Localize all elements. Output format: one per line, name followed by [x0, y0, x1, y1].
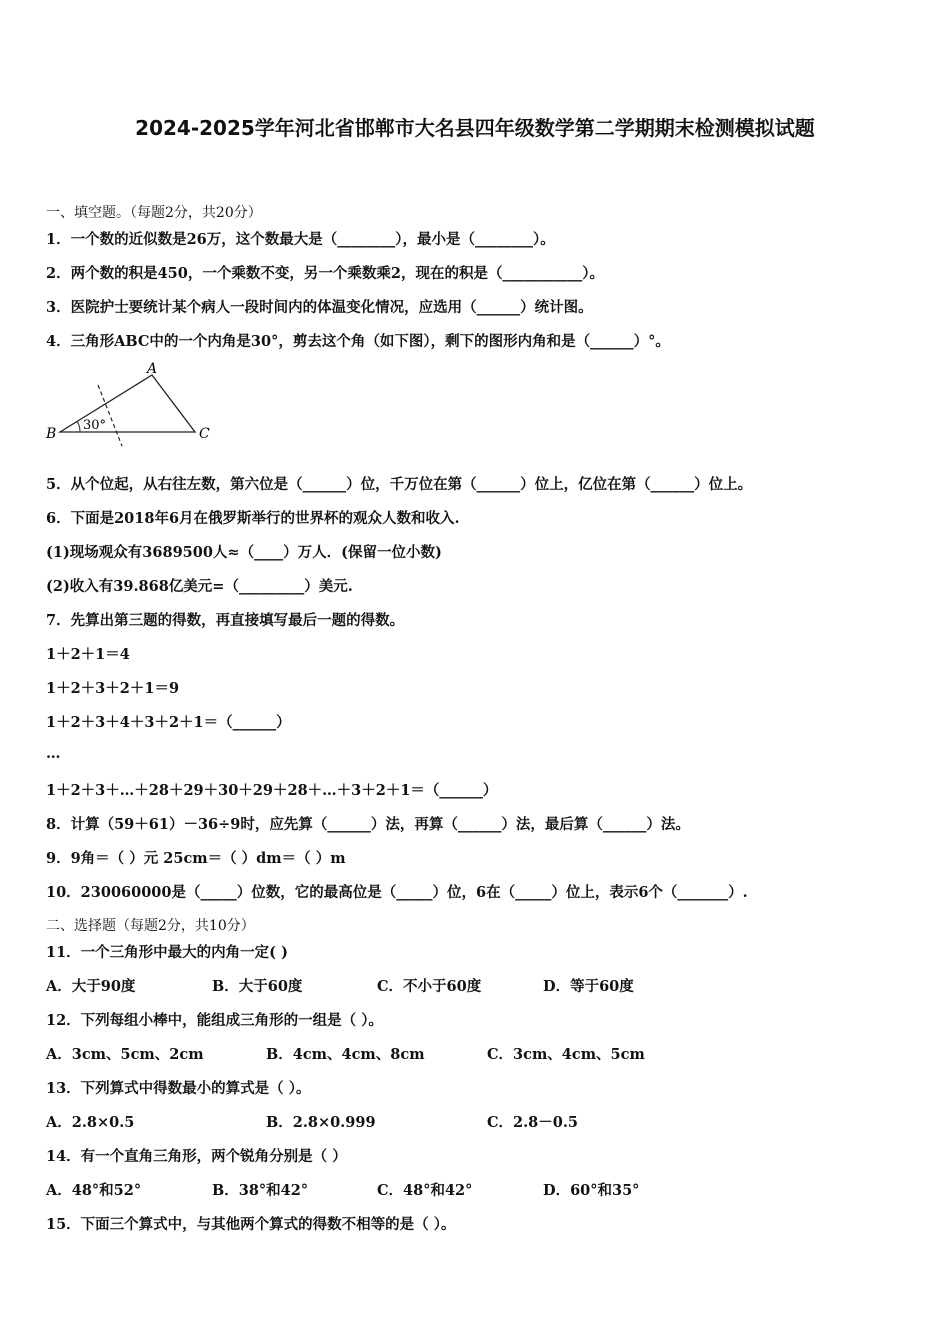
- question-2: 2．两个数的积是450，一个乘数不变，另一个乘数乘2，现在的积是（___________）。: [46, 265, 604, 282]
- q14-option-b: B．38°和42°: [212, 1182, 309, 1199]
- q13-option-a: A．2.8×0.5: [46, 1114, 135, 1131]
- q12-option-c: C．3cm、4cm、5cm: [487, 1046, 645, 1063]
- question-9: 9．9角＝（ ）元 25cm＝（ ）dm＝（ ）m: [46, 850, 346, 867]
- question-7-line-1: 1＋2＋1＝4: [46, 646, 130, 663]
- page-title: 2024-2025学年河北省邯郸市大名县四年级数学第二学期期末检测模拟试题: [135, 116, 815, 140]
- question-6: 6．下面是2018年6月在俄罗斯举行的世界杯的观众人数和收入.: [46, 510, 460, 527]
- cut-line: [98, 385, 122, 446]
- question-3: 3．医院护士要统计某个病人一段时间内的体温变化情况，应选用（______）统计图。: [46, 299, 593, 316]
- question-4: 4．三角形ABC中的一个内角是30°，剪去这个角（如下图），剩下的图形内角和是（______）°。: [46, 333, 670, 350]
- question-11: 11．一个三角形中最大的内角一定( ): [46, 944, 288, 961]
- question-15: 15．下面三个算式中，与其他两个算式的得数不相等的是（ ）。: [46, 1216, 456, 1233]
- q11-option-a: A．大于90度: [46, 978, 136, 995]
- q11-option-d: D．等于60度: [543, 978, 634, 995]
- question-10: 10．230060000是（_____）位数，它的最高位是（_____）位，6在（_____）位上，表示6个（_______）.: [46, 884, 748, 901]
- angle-arc: [77, 421, 80, 432]
- question-5: 5．从个位起，从右往左数，第六位是（______）位，千万位在第（______）位上，亿位在第（______）位上。: [46, 476, 753, 493]
- question-7-line-3: 1＋2＋3＋4＋3＋2＋1＝（______）: [46, 714, 291, 731]
- question-12: 12．下列每组小棒中，能组成三角形的一组是（ ）。: [46, 1012, 383, 1029]
- question-7-line-2: 1＋2＋3＋2＋1＝9: [46, 680, 180, 697]
- q13-option-b: B．2.8×0.999: [266, 1114, 376, 1131]
- question-6-part-1: (1)现场观众有3689500人≈（____）万人．(保留一位小数): [46, 544, 442, 561]
- q12-option-a: A．3cm、5cm、2cm: [46, 1046, 204, 1063]
- question-6-part-2: (2)收入有39.868亿美元=（_________）美元.: [46, 578, 353, 595]
- section-1-heading: 一、填空题。（每题2分，共20分）: [46, 205, 262, 221]
- question-13: 13．下列算式中得数最小的算式是（ ）。: [46, 1080, 311, 1097]
- q12-option-b: B．4cm、4cm、8cm: [266, 1046, 425, 1063]
- q14-option-d: D．60°和35°: [543, 1182, 640, 1199]
- question-14: 14．有一个直角三角形，两个锐角分别是（ ）: [46, 1148, 347, 1165]
- q11-option-b: B．大于60度: [212, 978, 303, 995]
- question-7-line-last: 1＋2＋3＋…＋28＋29＋30＋29＋28＋…＋3＋2＋1＝（______）: [46, 782, 498, 799]
- vertex-c-label: C: [199, 426, 210, 442]
- angle-label: 30°: [83, 418, 107, 433]
- q13-option-c: C．2.8－0.5: [487, 1114, 578, 1131]
- q11-option-c: C．不小于60度: [377, 978, 482, 995]
- question-1: 1．一个数的近似数是26万，这个数最大是（________），最小是（________）。: [46, 231, 555, 248]
- triangle-abc-figure: [40, 360, 220, 450]
- vertex-b-label: B: [46, 426, 57, 442]
- vertex-a-label: A: [147, 361, 158, 377]
- triangle-shape: [60, 375, 195, 432]
- question-7-ellipsis: …: [46, 745, 61, 762]
- q14-option-c: C．48°和42°: [377, 1182, 473, 1199]
- question-8: 8．计算（59＋61）－36÷9时，应先算（______）法，再算（______）法，最后算（______）法。: [46, 816, 690, 833]
- section-2-heading: 二、选择题（每题2分，共10分）: [46, 918, 255, 934]
- q14-option-a: A．48°和52°: [46, 1182, 142, 1199]
- question-7: 7．先算出第三题的得数，再直接填写最后一题的得数。: [46, 612, 405, 629]
